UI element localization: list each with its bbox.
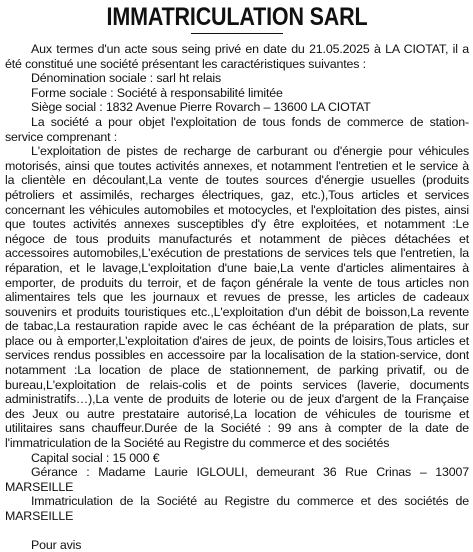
title-underline: [191, 33, 283, 34]
purpose-heading: La société a pour objet l'exploitation de tous fonds de commerce de station-service comprenant :: [5, 114, 469, 144]
management-line: Gérance : Madame Laurie IGLOULI, demeurant 36 Rue Crinas – 13007 MARSEILLE: [5, 465, 469, 494]
legal-form-line: Forme sociale : Société à responsabilité limitée: [31, 85, 283, 100]
share-capital-line: Capital social : 15 000 €: [31, 450, 160, 465]
company-name-line: Dénomination sociale : sarl ht relais: [31, 71, 222, 86]
notice-body: [5, 42, 469, 552]
registration-line: Immatriculation de la Société au Registre du commerce et des sociétés de MARSEILLE: [5, 494, 469, 523]
closing-line: Pour avis: [31, 537, 82, 552]
intro-paragraph: Aux termes d'un acte sous seing privé en date du 21.05.2025 à LA CIOTAT, il a été constitué une société présentant les caractéristiques suivantes :: [5, 42, 469, 71]
purpose-details-paragraph: L'exploitation de pistes de recharge de carburant ou d'énergie pour véhicules motorisés, ainsi que toutes activités annexes, et notamment l'entretien et le service à la clientèle en découlant,La vente de toutes sources d'énergie usuelles (produits pétroliers et assimilés, recharges électriques, gaz, etc.),Tous articles et services concernant les véhicules automobiles et motocycles, et l'exploitation des pistes, ainsi que toutes activités annexes susceptibles d'y être exploitées, et notamment :Le négoce de tous produits manufacturés et notamment de pièces détachées et accessoires automobiles,L'exécution de prestations de services tels que l'entretien, la réparation, et le lavage,L'exploitation d'une baie,La vente d'articles alimentaires à emporter, de produits du terroir, et de façon générale la vente de tous articles non alimentaires tels que les journaux et revues de presse, les articles de cadeaux souvenirs et produits touristiques etc.,L'exploitation d'un débit de boisson,La revente de tabac,La restauration rapide avec le cas échéant de la préparation de plats, sur place ou à emporter,L'exploitation d'aires de jeux, de points de loisirs,Tous articles et services rendus possibles en accessoire par la localisation de la station-service, dont notamment :La location de place de stationnement, de parking privatif, ou de bureau,L'exploitation de relais-colis et de points services (laverie, documents administratifs…),La vente de produits de loterie ou de jeux d'argent de la Française des Jeux ou autre prestataire autorisé,La location de véhicules de tourisme et utilitaires sans chauffeur.Durée de la Société : 99 ans à compter de la date de l'immatriculation de la Société au Registre du commerce et des sociétés: [5, 144, 469, 451]
registered-office-line: Siège social : 1832 Avenue Pierre Rovarch – 13600 LA CIOTAT: [31, 100, 371, 115]
notice-title: IMMATRICULATION SARL: [106, 3, 368, 31]
